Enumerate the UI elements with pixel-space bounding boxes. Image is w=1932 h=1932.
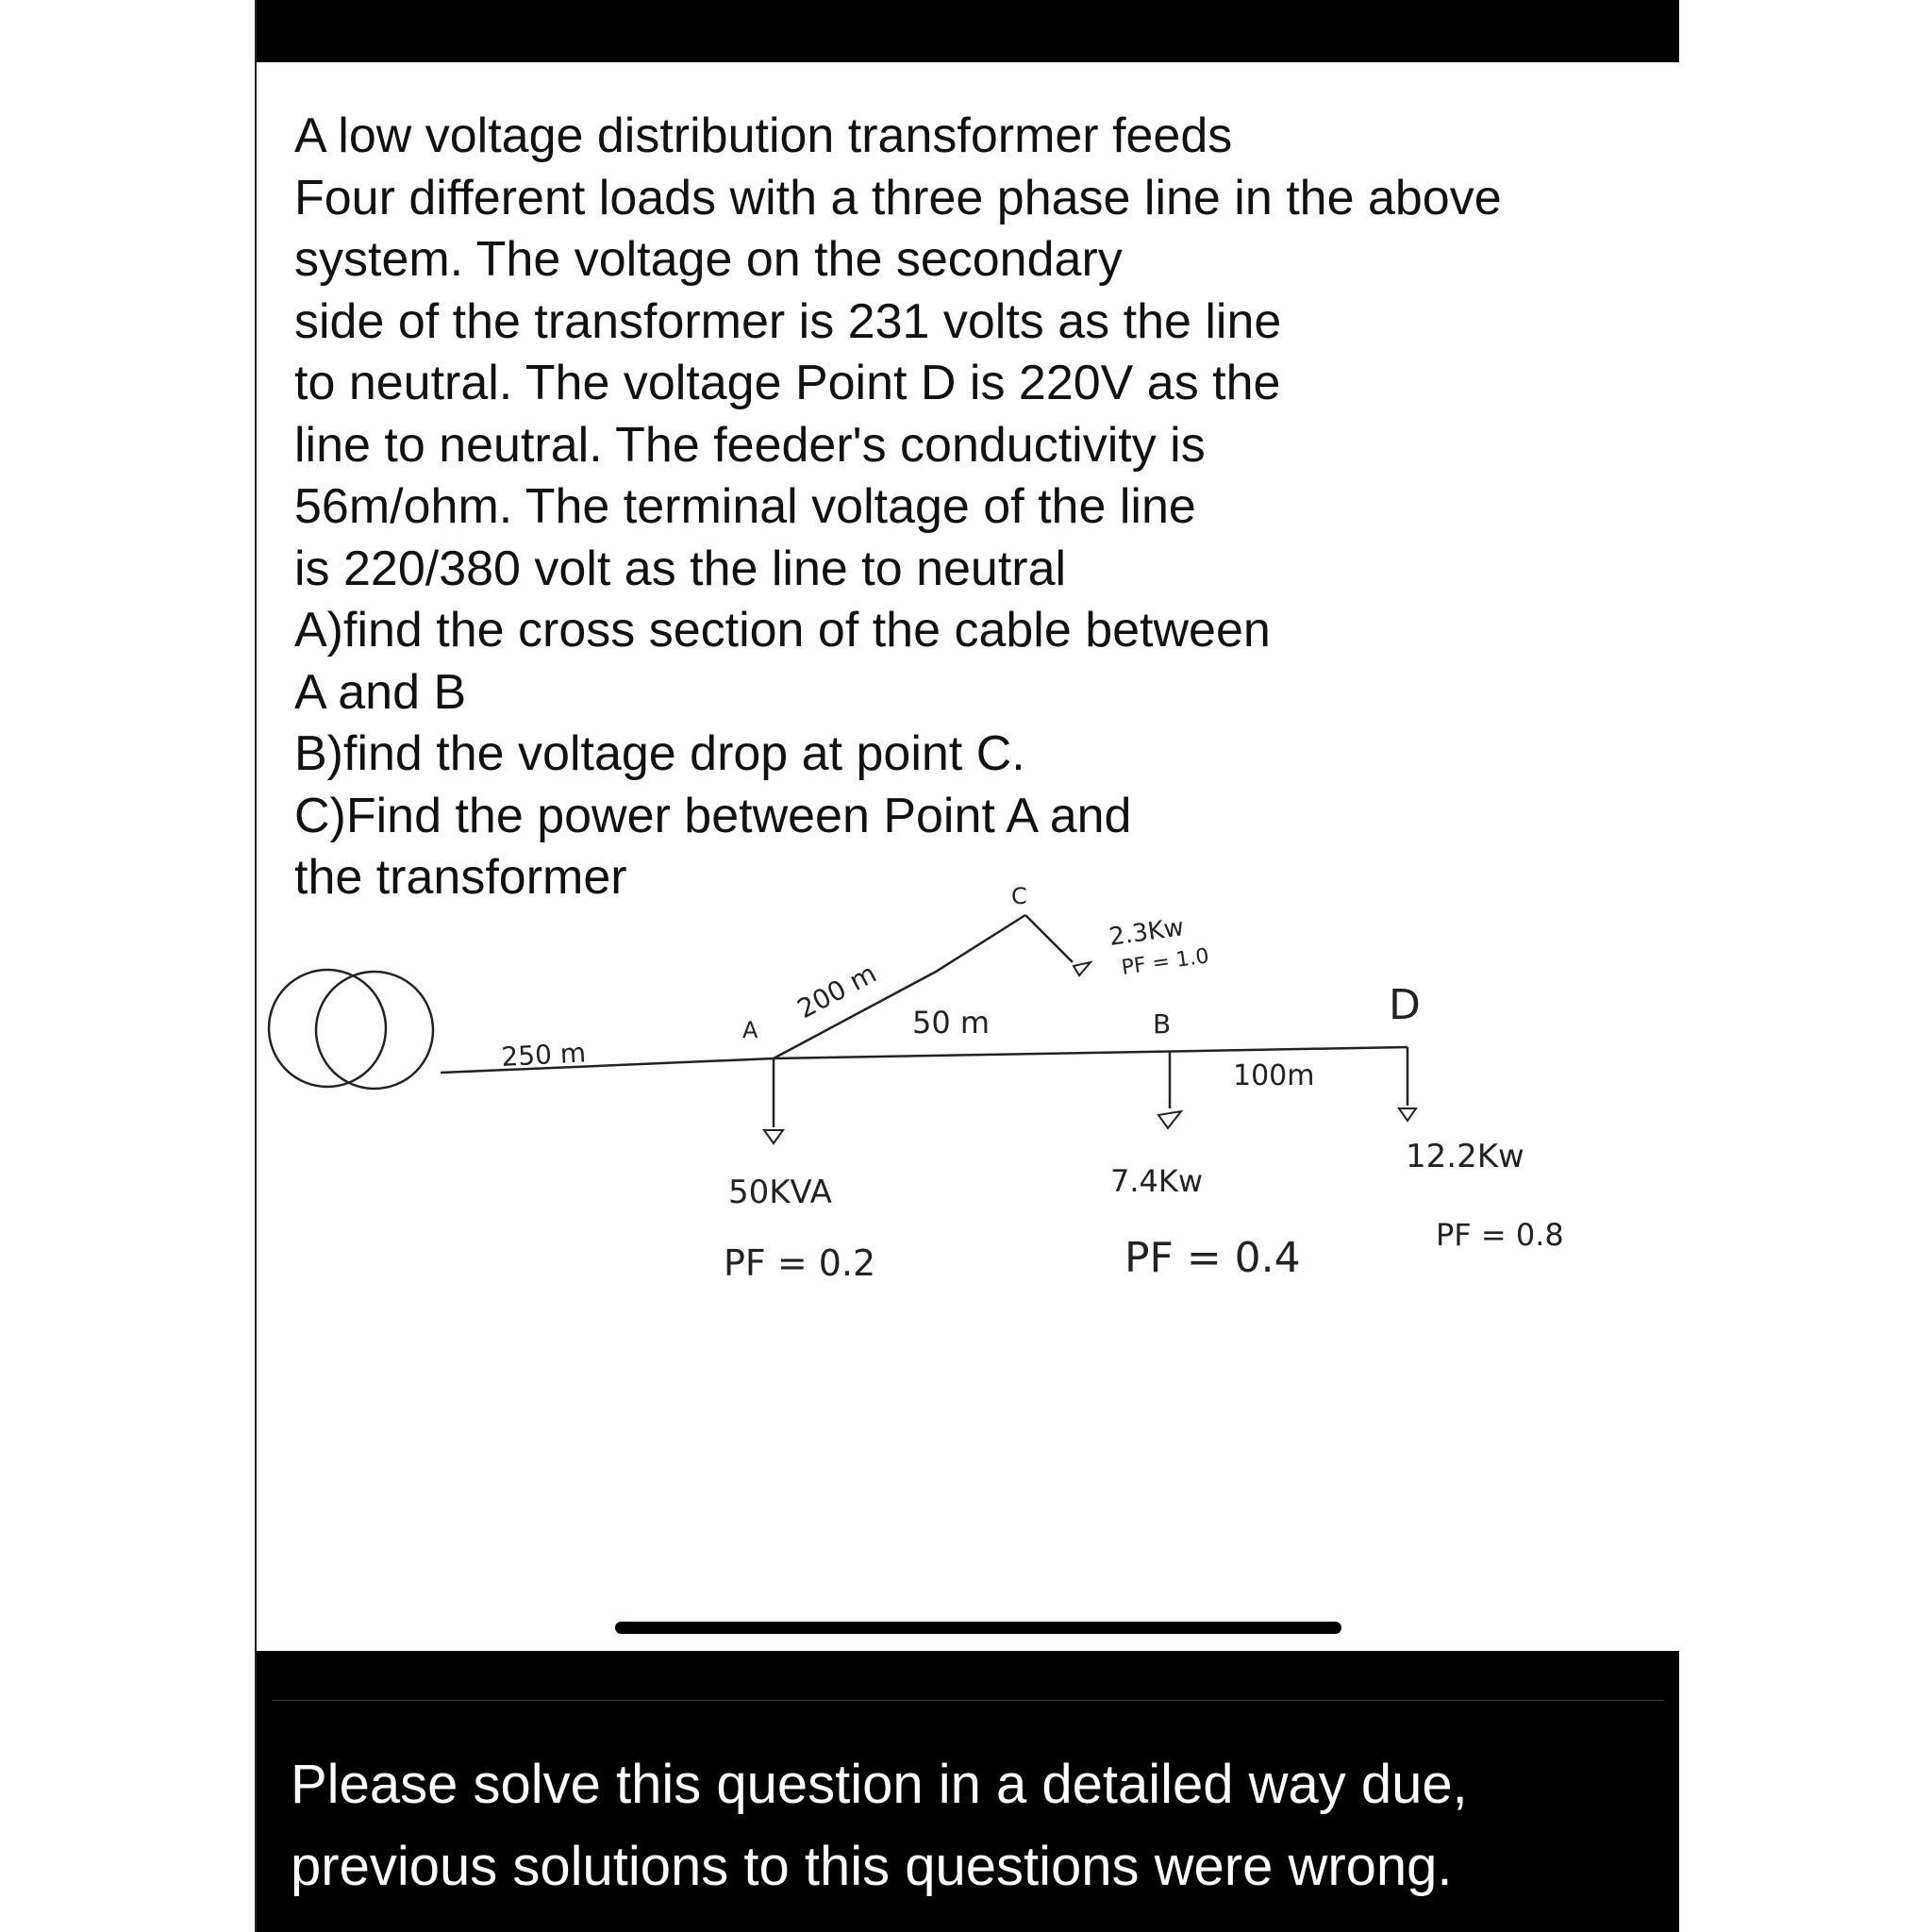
question-line: is 220/380 volt as the line to neutral <box>294 541 1067 596</box>
question-line: side of the transformer is 231 volts as the line <box>294 293 1282 349</box>
question-line: A and B <box>294 664 467 720</box>
load-a-pf: PF = 0.2 <box>724 1242 876 1284</box>
point-label-d: D <box>1389 981 1421 1029</box>
feeder-transformer-to-a <box>441 1058 774 1073</box>
point-label-a: A <box>742 1017 758 1043</box>
distance-b-d: 100m <box>1233 1059 1315 1092</box>
question-line: A)find the cross section of the cable between <box>294 603 1271 658</box>
question-line: A low voltage distribution transformer feeds <box>294 108 1233 163</box>
question-line: system. The voltage on the secondary <box>294 232 1123 287</box>
comment-line: previous solutions to this questions were wrong. <box>291 1836 1453 1897</box>
arrow-icon <box>764 1130 783 1143</box>
load-c-power: 2.3Kw <box>1107 913 1186 952</box>
feeder-a-to-d <box>774 1047 1407 1058</box>
comment-text <box>291 1743 1658 1907</box>
load-b-power: 7.4Kw <box>1110 1163 1204 1199</box>
arrow-icon <box>1399 1108 1416 1121</box>
load-d-power: 12.2Kw <box>1406 1138 1524 1175</box>
branch-c-to-load <box>1025 915 1073 962</box>
load-c-pf: PF = 1.0 <box>1120 944 1211 980</box>
arrow-icon <box>1074 962 1091 975</box>
comment-panel <box>257 1651 1679 1932</box>
question-line: C)Find the power between Point A and <box>294 788 1132 843</box>
point-label-c: C <box>1011 883 1027 909</box>
screenshot-frame <box>255 0 1679 1932</box>
question-line: the transformer <box>294 850 627 905</box>
transformer-secondary-coil <box>316 972 433 1089</box>
top-bar <box>257 0 1679 62</box>
distance-transformer-a: 250 m <box>500 1037 587 1073</box>
question-line: Four different loads with a three phase line in the above <box>294 170 1502 225</box>
question-line: to neutral. The voltage Point D is 220V as the <box>294 356 1281 410</box>
circuit-diagram <box>257 877 1679 1321</box>
question-line: line to neutral. The feeder's conductivity is <box>294 417 1206 473</box>
load-b-pf: PF = 0.4 <box>1124 1234 1301 1282</box>
arrow-icon <box>1158 1111 1181 1128</box>
transformer-primary-coil <box>269 970 386 1087</box>
home-indicator[interactable] <box>615 1622 1341 1634</box>
question-text <box>294 106 1653 909</box>
comment-line: Please solve this question in a detailed way due, <box>291 1754 1468 1815</box>
distance-a-c: 200 m <box>791 957 882 1025</box>
question-line: 56m/ohm. The terminal voltage of the line <box>294 479 1196 534</box>
distance-a-b: 50 m <box>912 1005 991 1041</box>
load-d-pf: PF = 0.8 <box>1436 1217 1564 1253</box>
question-line: B)find the voltage drop at point C. <box>294 726 1025 781</box>
load-a-power: 50KVA <box>728 1174 832 1211</box>
point-label-b: B <box>1153 1008 1172 1040</box>
divider <box>272 1700 1664 1701</box>
